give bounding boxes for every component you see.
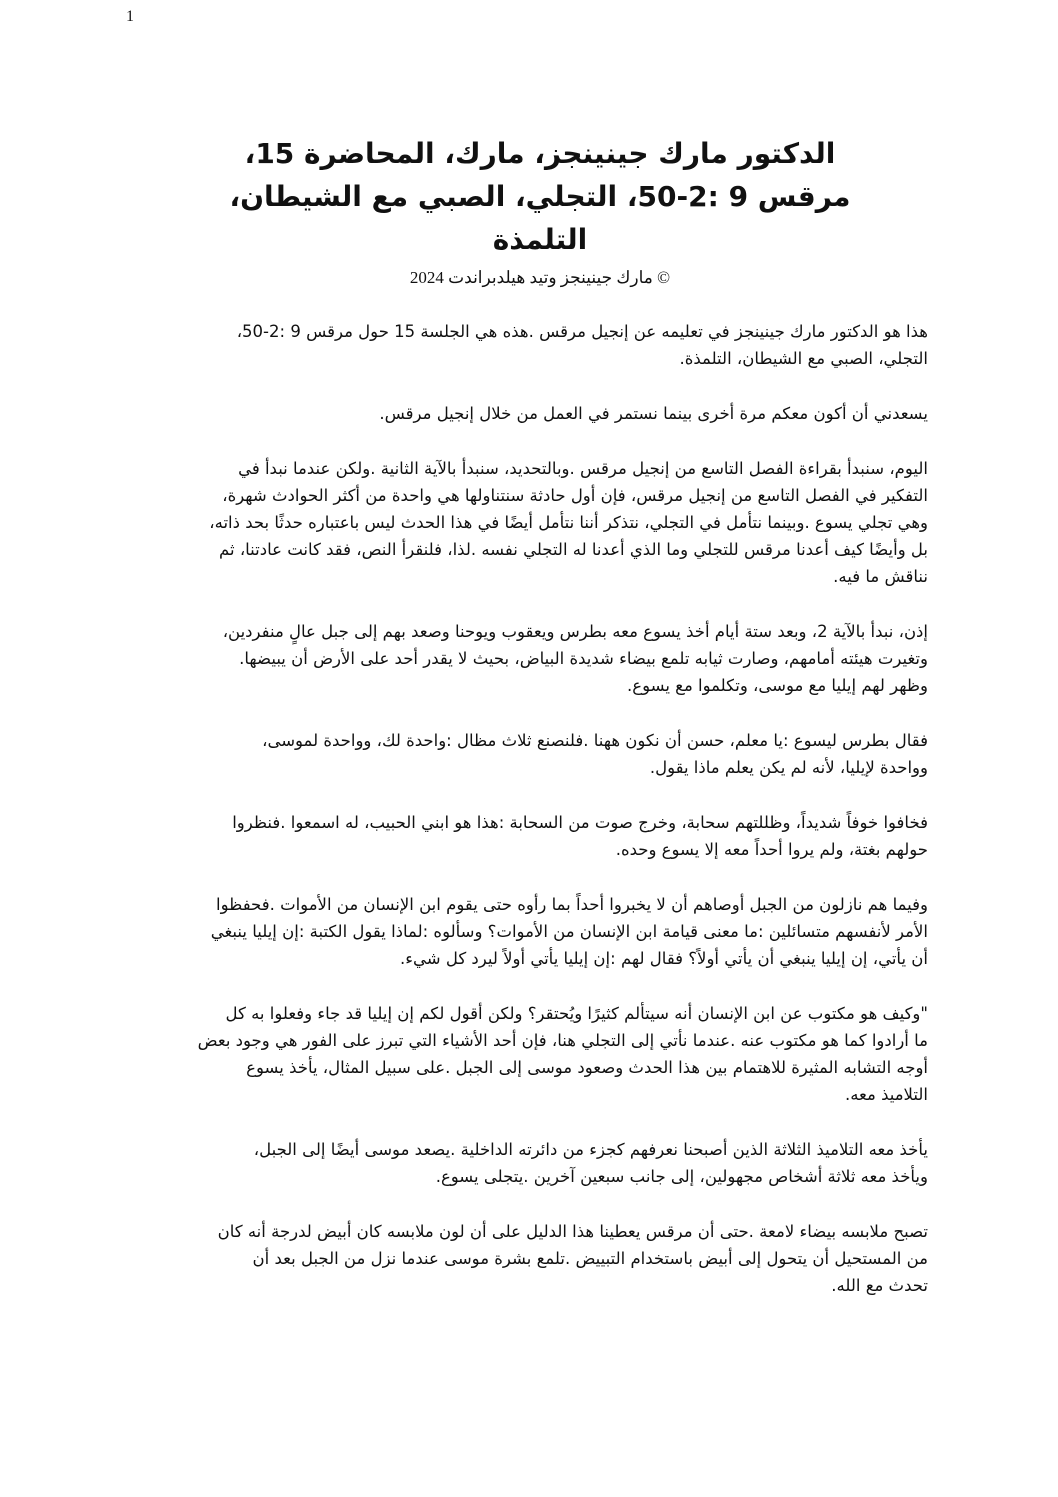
paragraph (160, 809, 928, 863)
paragraph (160, 455, 928, 590)
paragraph-line: ،فقال بطرس ليسوع :يا معلم، حسن أن نكون ههنا .فلنصنع ثلاث مظال :واحدة لك، وواحدة لموسى (262, 731, 928, 750)
paragraph-line: ،هذا هو الدكتور مارك جينينجز في تعليمه عن إنجيل مرقس .هذه هي الجلسة 15 حول مرقس 9 :2-50 (236, 322, 928, 341)
paragraph-line: أوجه التشابه المثيرة للاهتمام بين هذا الحدث وصعود موسى إلى الجبل .على سبيل المثال، يأخذ يسوع (246, 1058, 928, 1077)
document-body (160, 318, 928, 1327)
paragraph-line: ،التفكير في الفصل التاسع من إنجيل مرقس، فإن أول حادثة سنتناولها هي واحدة من أكثر الحوادث شهرة (222, 486, 928, 505)
paragraph-line: ما أرادوا كما هو مكتوب عنه .عندما نأتي إلى التجلي هنا، فإن أحد الأشياء التي تبرز على الفور هي وجود بعض (197, 1031, 928, 1050)
paragraph-line: من المستحيل أن يتحول إلى أبيض باستخدام التبييض .تلمع بشرة موسى عندما نزل من الجبل بعد أن (252, 1249, 928, 1268)
paragraph-line: .وتغيرت هيئته أمامهم، وصارت ثيابه تلمع بيضاء شديدة البياض، بحيث لا يقدر أحد على الأرض أن يبيضها (239, 649, 928, 668)
paragraph (160, 318, 928, 372)
paragraph-line: .وظهر لهم إيليا مع موسى، وتكلموا مع يسوع (626, 676, 928, 695)
paragraph-line: .ويأخذ معه ثلاثة أشخاص مجهولين، إلى جانب سبعين آخرين .يتجلى يسوع (435, 1167, 928, 1186)
paragraph-line: .يسعدني أن أكون معكم مرة أخرى بينما نستمر في العمل من خلال إنجيل مرقس (379, 404, 928, 423)
paragraph-line: الأمر لأنفسهم متسائلين :ما معنى قيامة ابن الإنسان من الأموات؟ وسألوه :لماذا يقول الكتبة :إن إيليا ينبغي (210, 922, 928, 941)
paragraph (160, 1000, 928, 1108)
paragraph-line: بل وأيضًا كيف أعدنا مرقس للتجلي وما الذي أعدنا له التجلي نفسه .لذا، فلنقرأ النص، فقد كانت عادتنا، ثم (219, 540, 928, 559)
paragraph-line: تصبح ملابسه بيضاء لامعة .حتى أن مرقس يعطينا هذا الدليل على أن لون ملابسه كان أبيض لدرجة أنه كان (217, 1222, 928, 1241)
paragraph-line: .أن يأتي، إن إيليا ينبغي أن يأتي أولاً؟ فقال لهم :إن إيليا يأتي أولاً ليرد كل شيء (400, 949, 928, 968)
paragraph-line: .التجلي، الصبي مع الشيطان، التلمذة (679, 349, 928, 368)
paragraph-line: اليوم، سنبدأ بقراءة الفصل التاسع من إنجيل مرقس .وبالتحديد، سنبدأ بالآية الثانية .ولكن عندما نبدأ في (238, 459, 928, 478)
document-header (150, 132, 930, 293)
copyright-line: مارك جينينجز وتيد هيلدبراندت 2024 © (409, 268, 671, 287)
paragraph (160, 400, 928, 427)
paragraph-line: ،يأخذ معه التلاميذ الثلاثة الذين أصبحنا نعرفهم كجزء من دائرته الداخلية .يصعد موسى أيضًا إلى الجبل (253, 1140, 928, 1159)
title-line: ،الدكتور مارك جينينجز، مارك، المحاضرة 15 (244, 137, 836, 170)
paragraph-line: .وواحدة لإيليا، لأنه لم يكن يعلم ماذا يقول (649, 758, 928, 777)
paragraph-line: وفيما هم نازلون من الجبل أوصاهم أن لا يخبروا أحداً بما رأوه حتى يقوم ابن الإنسان من الأموات .فحفظوا (216, 895, 928, 914)
paragraph-line: وكيف هو مكتوب عن ابن الإنسان أنه سيتألم كثيرًا ويُحتقر؟ ولكن أقول لكم إن إيليا قد جاء وفعلوا به كل" (225, 1004, 928, 1023)
paragraph-line: .نناقش ما فيه (833, 567, 928, 586)
title-line: ،مرقس 9 :2-50، التجلي، الصبي مع الشيطان (229, 180, 851, 213)
paragraph (160, 727, 928, 781)
paragraph-line: .تحدث مع الله (831, 1276, 928, 1295)
paragraph (160, 618, 928, 699)
paragraph-line: ،وهي تجلي يسوع .وبينما نتأمل في التجلي، نتذكر أننا نتأمل أيضًا في هذا الحدث ليس باعتباره حدثًا بحد ذاته (209, 513, 928, 532)
title-line: التلمذة (492, 223, 588, 256)
paragraph-line: .التلاميذ معه (844, 1085, 928, 1104)
paragraph (160, 1136, 928, 1190)
paragraph-line: .حولهم بغتة، ولم يروا أحداً معه إلا يسوع وحده (615, 840, 928, 859)
paragraph-line: فخافوا خوفاً شديداً، وظللتهم سحابة، وخرج صوت من السحابة :هذا هو ابني الحبيب، له اسمعوا .فنظروا (232, 813, 928, 832)
paragraph-line: ،إذن، نبدأ بالآية 2، وبعد ستة أيام أخذ يسوع معه بطرس ويعقوب ويوحنا وصعد بهم إلى جبل عالٍ منفردين (222, 622, 928, 641)
page-number: 1 (126, 8, 134, 25)
paragraph (160, 891, 928, 972)
paragraph (160, 1218, 928, 1299)
